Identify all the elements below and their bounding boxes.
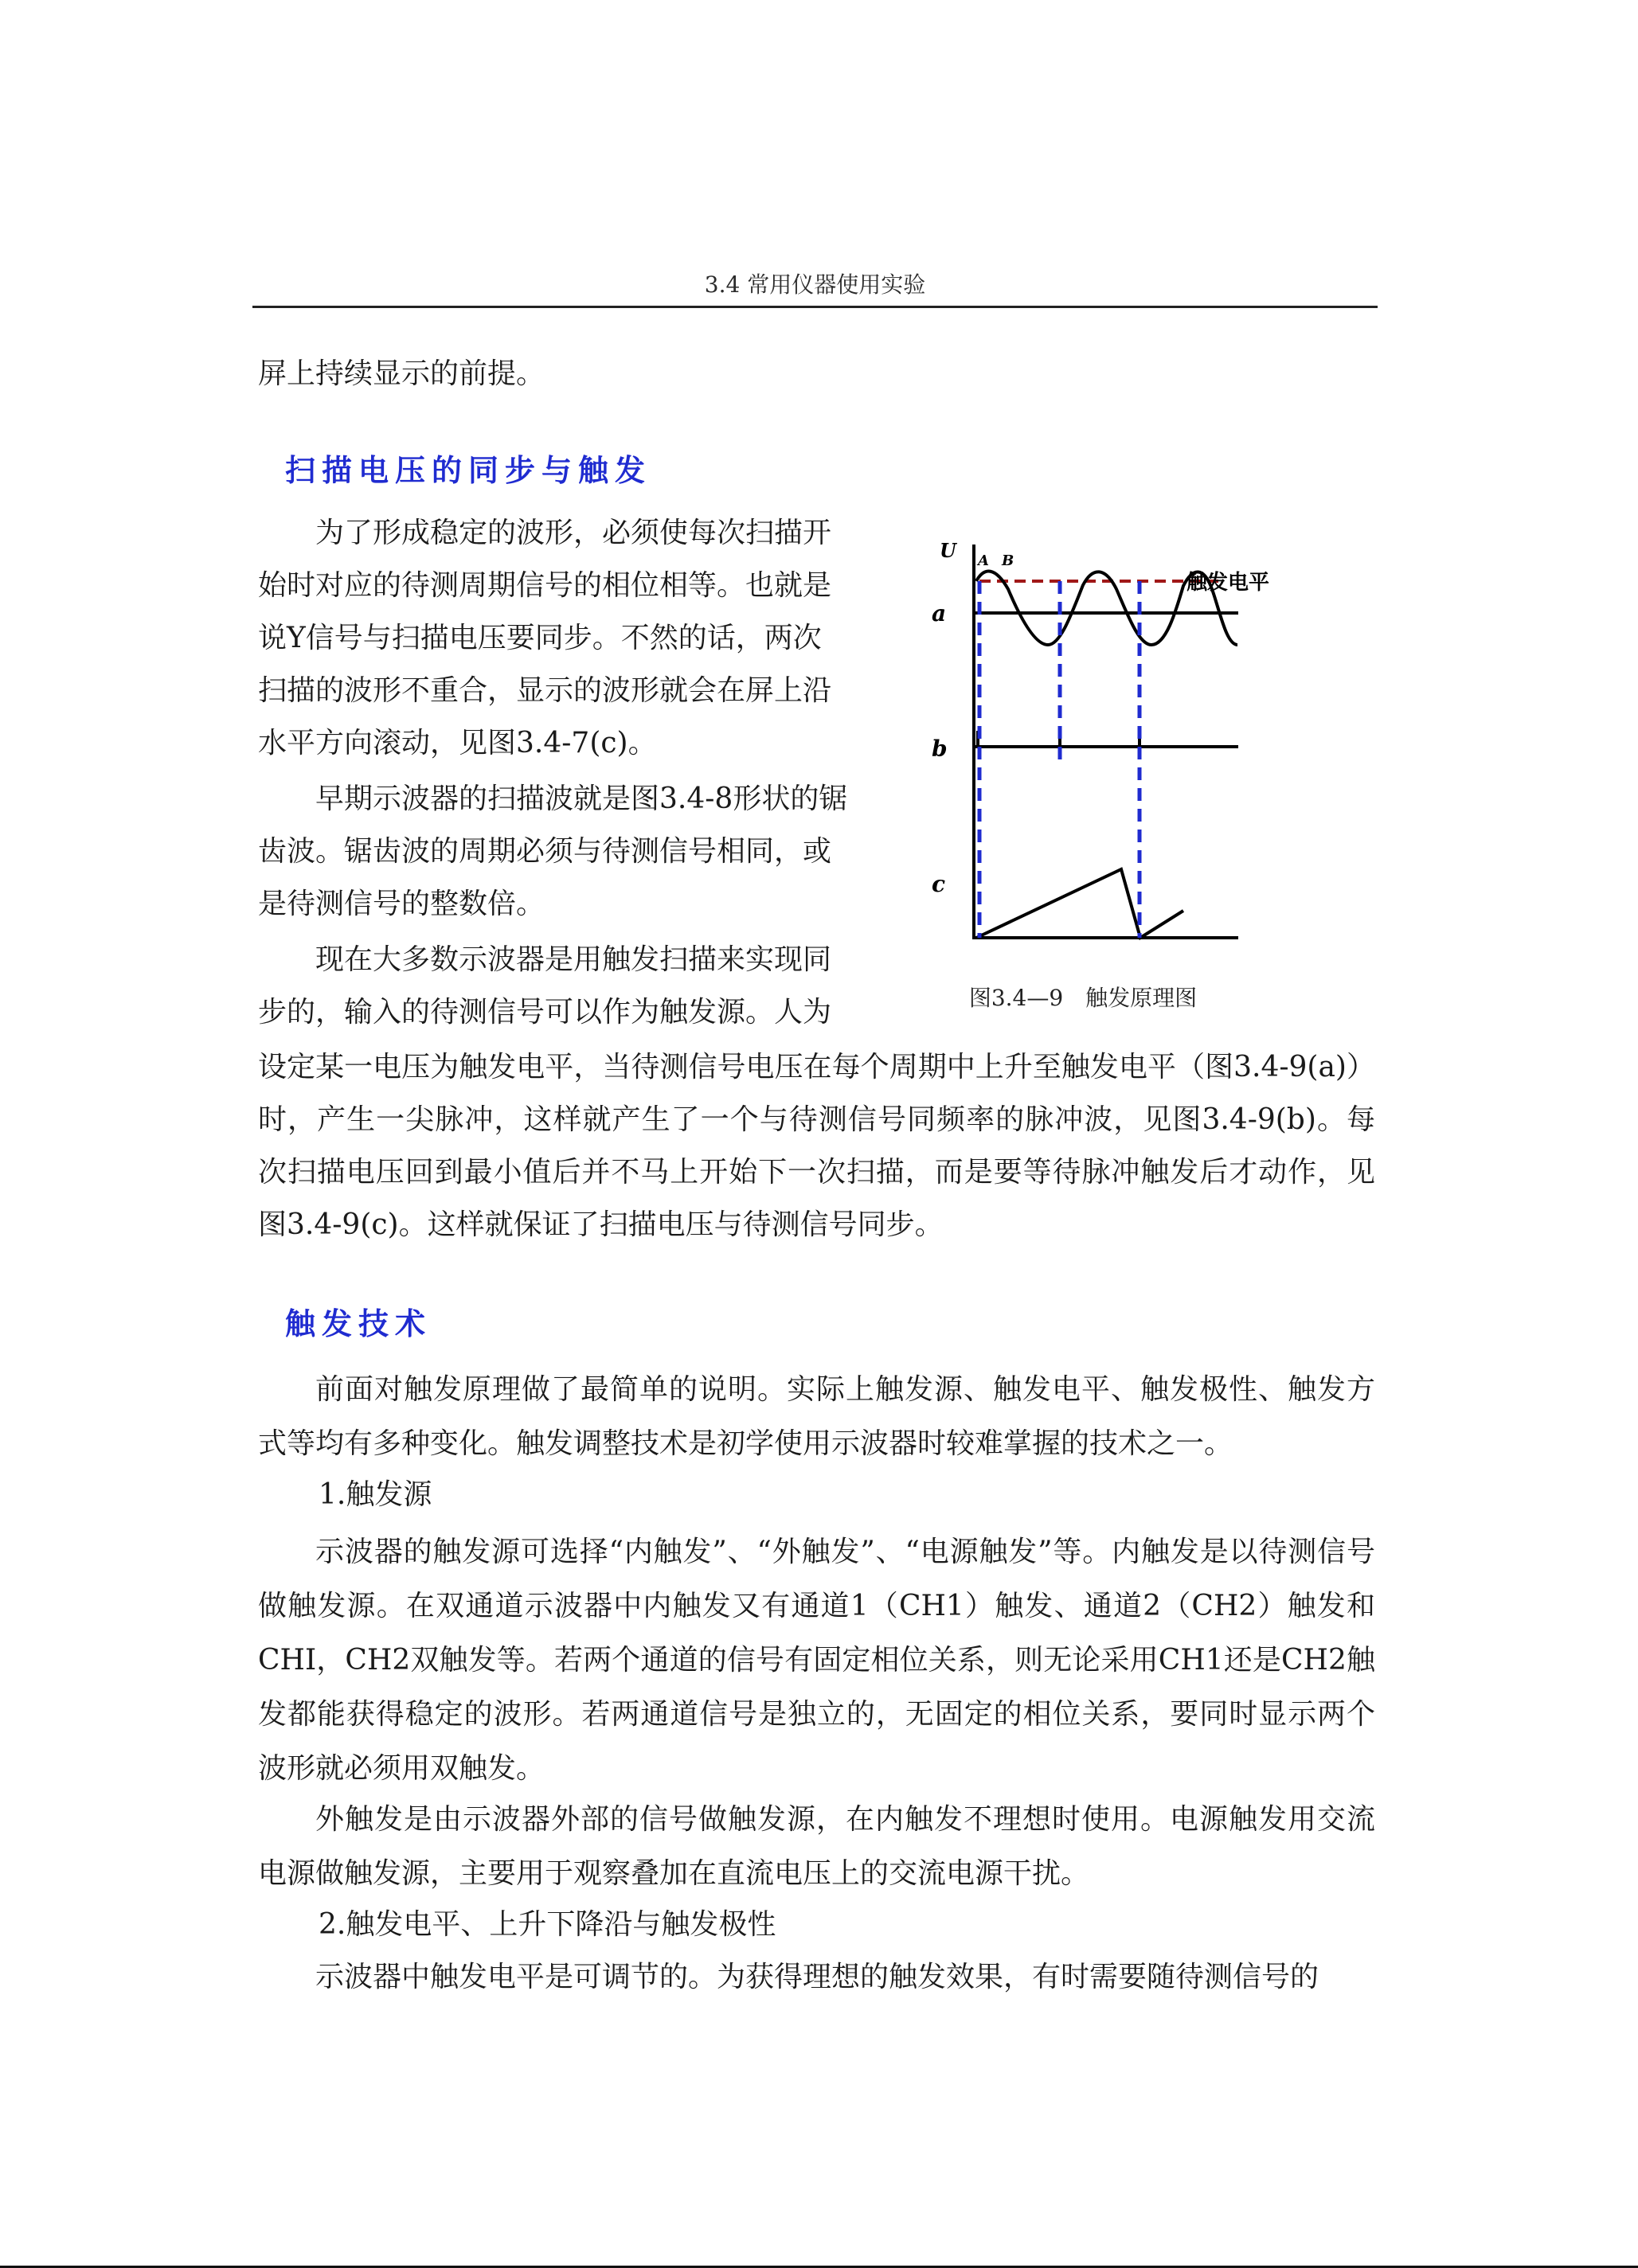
plot-label-c: c [932, 871, 946, 897]
sync-dashed-lines [979, 581, 1140, 938]
text-line: 步的，输入的待测信号可以作为触发源。人为 [258, 996, 832, 1029]
paragraph-trigger-source: 示波器的触发源可选择“内触发”、“外触发”、“电源触发”等。内触发是以待测信号做触发源。在双通道示波器中内触发又有通道1（CH1）触发、通道2（CH2）触发和CHI，CH2双触发等。若两个通道的信号有固定相位关系，则无论采用CH1还是CH2触发都能获得稳定的波形。若两通道信号是独立的，无固定的相位关系，要同时显示两个波形就必须用双触发。 [258, 1536, 1375, 1785]
text-line: 是待测信号的整数倍。 [258, 888, 545, 920]
paragraph-intro: 前面对触发原理做了最简单的说明。实际上触发源、触发电平、触发极性、触发方式等均有多种变化。触发调整技术是初学使用示波器时较难掌握的技术之一。 [258, 1373, 1375, 1460]
text-line: 为了形成稳定的波形，必须使每次扫描开 [315, 517, 832, 549]
paragraph-trigger-explanation: 设定某一电压为触发电平，当待测信号电压在每个周期中上升至触发电平（图3.4-9(a)）时，产生一尖脉冲，这样就产生了一个与待测信号同频率的脉冲波，见图3.4-9(b)。每次扫描电压回到最小值后并不马上开始下一次扫描，而是要等待脉冲触发后才动作，见图3.4-9(c)。这样就保证了扫描电压与待测信号同步。 [258, 1051, 1375, 1241]
section-heading-trigger-tech: 触发技术 [285, 1306, 432, 1341]
text-line: 扫描的波形不重合，显示的波形就会在屏上沿 [258, 674, 832, 707]
trigger-level-label: 触发电平 [1186, 571, 1270, 595]
text-line: 说Y信号与扫描电压要同步。不然的话，两次 [258, 622, 822, 654]
section-heading-sync-trigger: 扫描电压的同步与触发 [285, 453, 652, 488]
paragraph-trigger-level: 示波器中触发电平是可调节的。为获得理想的触发效果，有时需要随待测信号的 [315, 1961, 1319, 1993]
text-line: 齿波。锯齿波的周期必须与待测信号相同，或 [258, 835, 832, 868]
plot-label-a: a [932, 600, 947, 627]
paragraph-external-trigger: 外触发是由示波器外部的信号做触发源，在内触发不理想时使用。电源触发用交流电源做触发源，主要用于观察叠加在直流电压上的交流电源干扰。 [258, 1803, 1375, 1890]
text-line: 始时对应的待测周期信号的相位相等。也就是 [258, 569, 832, 602]
axis-label-u: U [940, 539, 956, 562]
header-rule [252, 306, 1378, 308]
text-line: 水平方向滚动，见图3.4-7(c)。 [258, 727, 657, 759]
sweep-sawtooth [976, 869, 1183, 938]
running-header: 3.4 常用仪器使用实验 [704, 271, 926, 298]
text-line: 现在大多数示波器是用触发扫描来实现同 [315, 943, 832, 976]
trigger-principle-figure [916, 525, 1270, 955]
subheading-trigger-level: 2.触发电平、上升下降沿与触发极性 [319, 1908, 776, 1941]
point-label-b: B [1002, 552, 1014, 569]
plot-label-b: b [932, 736, 948, 762]
paragraph-continuation: 屏上持续显示的前提。 [258, 357, 545, 390]
point-label-a: A [978, 552, 989, 569]
text-line: 早期示波器的扫描波就是图3.4-8形状的锯 [315, 783, 848, 815]
figure-caption: 图3.4—9 触发原理图 [968, 985, 1198, 1011]
subheading-trigger-source: 1.触发源 [319, 1478, 432, 1511]
